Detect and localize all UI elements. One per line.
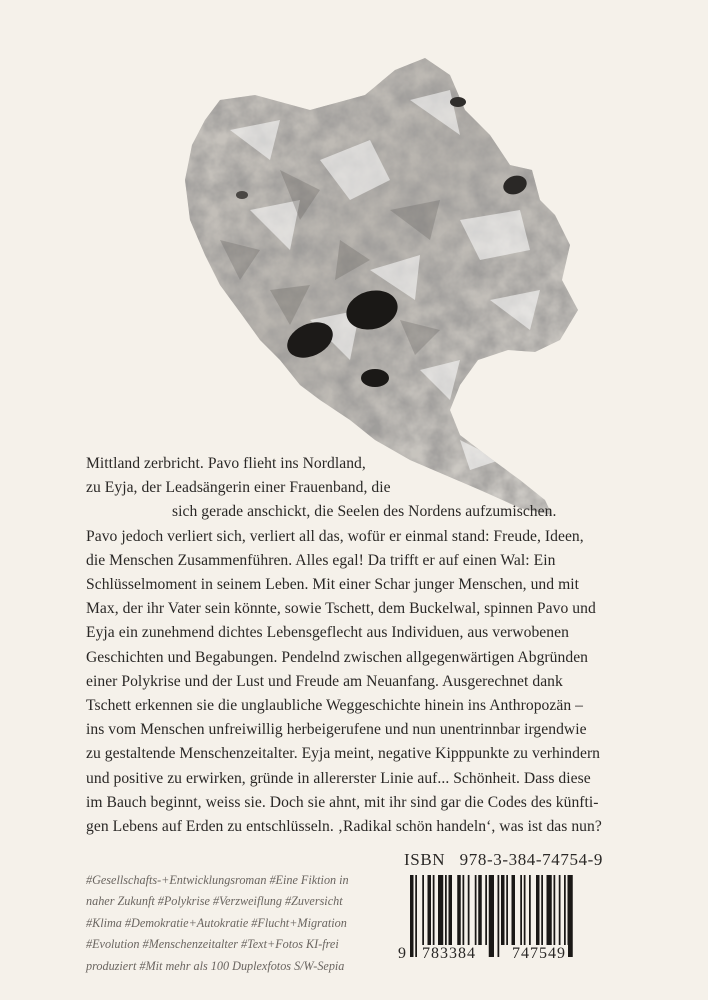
blurb-line: die Menschen Zusammenführen. Alles egal! Da trifft er auf einen Wal: Ein — [86, 551, 556, 569]
hashtag-line: produziert #Mit mehr als 100 Duplexfotos S/W-Sepia — [86, 958, 345, 973]
barcode-bar — [463, 875, 465, 945]
barcode-digits-right: 747549 — [512, 945, 566, 962]
blurb-line: Geschichten und Begabungen. Pendelnd zwischen allgegenwärtigen Abgründen — [86, 648, 589, 666]
blurb-line: ins vom Menschen unfreiwillig herbeigerufene und nun unentrinnbar irgendwie — [86, 721, 587, 739]
barcode-bar — [529, 875, 531, 945]
barcode-bar — [445, 875, 447, 945]
isbn-barcode — [398, 875, 603, 970]
barcode-bar — [506, 875, 508, 945]
barcode-digits-left: 783384 — [422, 945, 476, 962]
hashtag-list — [86, 870, 376, 977]
barcode-bar — [468, 875, 470, 945]
barcode-bar — [512, 875, 516, 945]
blurb-line: einer Polykrise und der Lust und Freude am Neuanfang. Ausgerechnet dank — [86, 672, 563, 690]
barcode-bar — [524, 875, 526, 945]
back-cover-blurb — [86, 452, 600, 839]
barcode-bar — [410, 875, 414, 957]
barcode-bar — [547, 875, 552, 945]
barcode-bar — [433, 875, 435, 945]
cover-photo-ice — [160, 40, 600, 520]
barcode-bar — [498, 875, 500, 957]
blurb-line: Eyja ein zunehmend dichtes Lebensgeflecht aus Individuen, aus verwobenen — [86, 624, 569, 642]
blurb-line: Tschett erkennen sie die unglaubliche Weggeschichte hinein ins Anthropozän – — [86, 697, 583, 715]
barcode-bar — [485, 875, 487, 945]
barcode-digit-first: 9 — [398, 945, 407, 962]
blurb-line: Schlüsselmoment in seinem Leben. Mit einer Schar junger Menschen, und mit — [86, 576, 580, 594]
barcode-bar — [559, 875, 561, 945]
blurb-line: zu Eyja, der Leadsängerin einer Frauenband, die — [86, 479, 391, 497]
barcode-bar — [501, 875, 505, 945]
barcode-bar — [536, 875, 540, 945]
blurb-line: zu gestaltende Menschenzeitalter. Eyja meint, negative Kipppunkte zu verhindern — [86, 745, 601, 763]
barcode-bar — [554, 875, 556, 945]
blurb-line: Pavo jedoch verliert sich, verliert all das, wofür er einmal stand: Freude, Ideen, — [86, 527, 584, 545]
barcode-bar — [422, 875, 424, 945]
barcode-bar — [478, 875, 482, 945]
blurb-line: sich gerade anschickt, die Seelen des Nordens aufzumischen. — [172, 503, 557, 521]
hashtag-line: #Klima #Demokratie+Autokratie #Flucht+Migration — [86, 915, 347, 930]
barcode-bar — [428, 875, 432, 945]
barcode-bar — [489, 875, 494, 957]
barcode-bar — [541, 875, 543, 945]
blurb-line: Max, der ihr Vater sein könnte, sowie Tschett, dem Buckelwal, spinnen Pavo und — [86, 600, 596, 618]
isbn-label: ISBN 978-3-384-74754-9 — [404, 850, 604, 869]
blurb-line: gen Lebens auf Erden zu entschlüsseln. ‚Radikal schön handeln‘, was ist das nun? — [86, 818, 602, 836]
blurb-line: im Bauch beginnt, weiss sie. Doch sie ahnt, mit ihr sind gar die Codes des künfti- — [86, 793, 599, 811]
hashtag-line: naher Zukunft #Polykrise #Verzweiflung #Zuversicht — [86, 894, 343, 909]
barcode-bar — [475, 875, 477, 945]
barcode-bar — [520, 875, 522, 945]
barcode-bar — [449, 875, 453, 945]
blurb-line: und positive zu erwirken, gründe in allererster Linie auf... Schönheit. Dass diese — [86, 769, 591, 787]
hashtag-line: #Gesellschafts-+Entwicklungsroman #Eine Fiktion in — [86, 873, 349, 887]
blurb-line: Mittland zerbricht. Pavo flieht ins Nordland, — [86, 455, 366, 472]
barcode-bar — [457, 875, 461, 945]
barcode-bar — [415, 875, 417, 957]
barcode-bar — [568, 875, 573, 957]
hashtag-line: #Evolution #Menschenzeitalter #Text+Fotos KI-frei — [86, 937, 339, 952]
barcode-bar — [438, 875, 443, 945]
